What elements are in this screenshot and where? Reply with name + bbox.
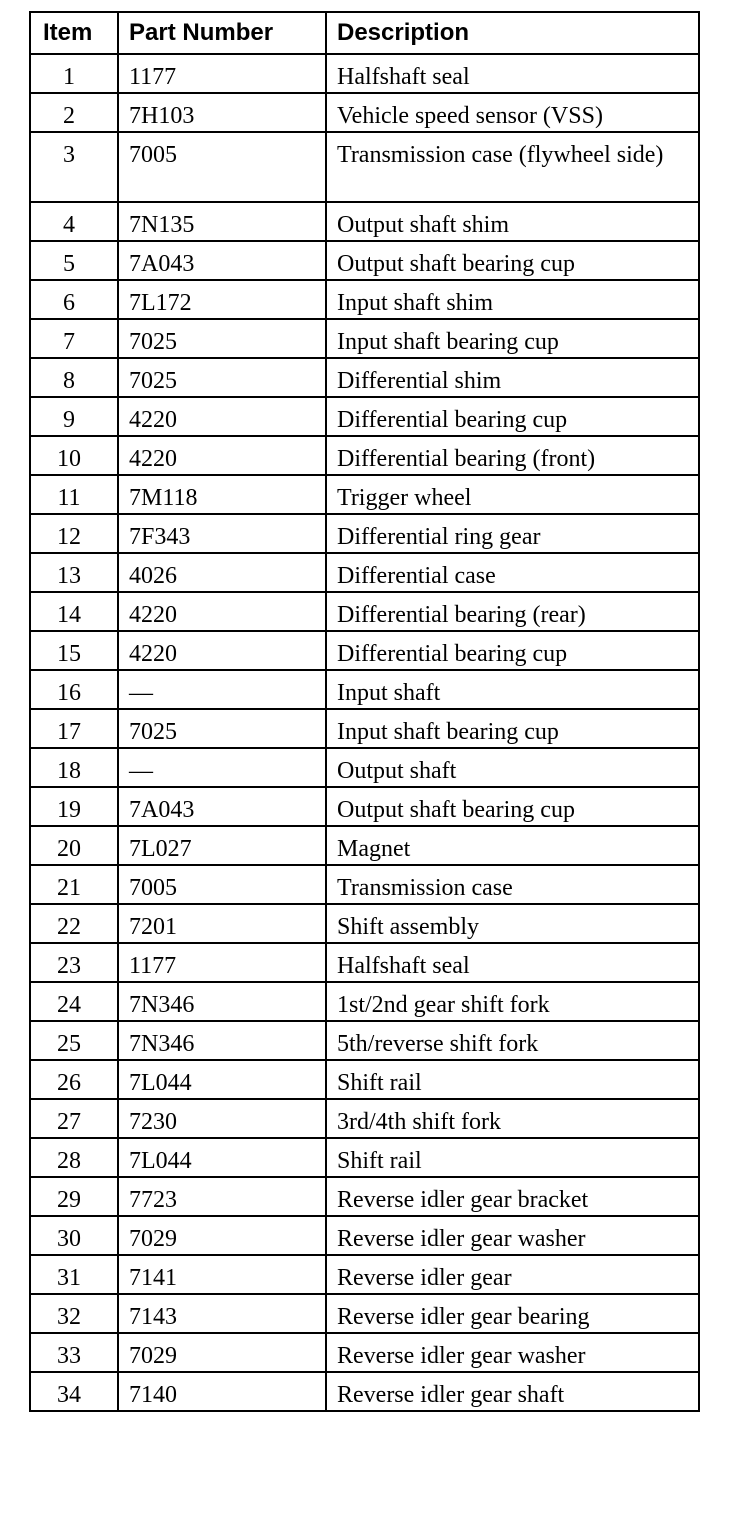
description-cell: Output shaft bearing cup <box>326 787 699 826</box>
item-cell: 5 <box>30 241 118 280</box>
table-row <box>30 1060 699 1099</box>
table-row <box>30 1021 699 1060</box>
item-cell: 28 <box>30 1138 118 1177</box>
table-row <box>30 397 699 436</box>
description-cell: Output shaft bearing cup <box>326 241 699 280</box>
table-row <box>30 241 699 280</box>
description-cell: Output shaft <box>326 748 699 787</box>
table-row <box>30 202 699 241</box>
description-cell: Input shaft <box>326 670 699 709</box>
description-cell: Reverse idler gear shaft <box>326 1372 699 1411</box>
item-cell: 7 <box>30 319 118 358</box>
table-row <box>30 1294 699 1333</box>
table-row <box>30 943 699 982</box>
item-cell: 27 <box>30 1099 118 1138</box>
description-cell: Transmission case (flywheel side) <box>326 132 699 202</box>
table-row <box>30 982 699 1021</box>
part-number-cell: 7M118 <box>118 475 326 514</box>
table-row <box>30 1177 699 1216</box>
table-row <box>30 1255 699 1294</box>
part-number-cell: 7005 <box>118 865 326 904</box>
table-row <box>30 865 699 904</box>
description-cell: Reverse idler gear washer <box>326 1333 699 1372</box>
part-number-cell: 4220 <box>118 592 326 631</box>
table-row <box>30 475 699 514</box>
table-row <box>30 93 699 132</box>
part-number-cell: 7A043 <box>118 241 326 280</box>
part-number-cell: 7230 <box>118 1099 326 1138</box>
item-cell: 16 <box>30 670 118 709</box>
item-cell: 13 <box>30 553 118 592</box>
part-number-cell: 7L044 <box>118 1138 326 1177</box>
item-cell: 32 <box>30 1294 118 1333</box>
header-item: Item <box>30 12 118 54</box>
table-row <box>30 1216 699 1255</box>
part-number-cell: 7143 <box>118 1294 326 1333</box>
description-cell: Differential bearing cup <box>326 631 699 670</box>
item-cell: 8 <box>30 358 118 397</box>
part-number-cell: 7F343 <box>118 514 326 553</box>
part-number-cell: 7H103 <box>118 93 326 132</box>
part-number-cell: 7025 <box>118 709 326 748</box>
item-cell: 14 <box>30 592 118 631</box>
table-row <box>30 631 699 670</box>
description-cell: Reverse idler gear washer <box>326 1216 699 1255</box>
header-part-number: Part Number <box>118 12 326 54</box>
part-number-cell: 7141 <box>118 1255 326 1294</box>
part-number-cell: 1177 <box>118 943 326 982</box>
part-number-cell: 7201 <box>118 904 326 943</box>
description-cell: Halfshaft seal <box>326 54 699 93</box>
part-number-cell: 7N135 <box>118 202 326 241</box>
description-cell: Differential bearing (rear) <box>326 592 699 631</box>
table-row <box>30 436 699 475</box>
item-cell: 23 <box>30 943 118 982</box>
description-cell: Trigger wheel <box>326 475 699 514</box>
part-number-cell: 4220 <box>118 631 326 670</box>
part-number-cell: 7025 <box>118 358 326 397</box>
item-cell: 6 <box>30 280 118 319</box>
table-row <box>30 1333 699 1372</box>
table-row <box>30 132 699 202</box>
part-number-cell: — <box>118 748 326 787</box>
description-cell: Reverse idler gear bracket <box>326 1177 699 1216</box>
item-cell: 17 <box>30 709 118 748</box>
item-cell: 34 <box>30 1372 118 1411</box>
part-number-cell: 7L172 <box>118 280 326 319</box>
table-row <box>30 1372 699 1411</box>
item-cell: 30 <box>30 1216 118 1255</box>
item-cell: 2 <box>30 93 118 132</box>
part-number-cell: 4220 <box>118 436 326 475</box>
description-cell: Halfshaft seal <box>326 943 699 982</box>
description-cell: Magnet <box>326 826 699 865</box>
table-row <box>30 709 699 748</box>
table-row <box>30 748 699 787</box>
item-cell: 22 <box>30 904 118 943</box>
description-cell: 5th/reverse shift fork <box>326 1021 699 1060</box>
item-cell: 10 <box>30 436 118 475</box>
item-cell: 21 <box>30 865 118 904</box>
table-row <box>30 592 699 631</box>
item-cell: 31 <box>30 1255 118 1294</box>
description-cell: Differential case <box>326 553 699 592</box>
item-cell: 20 <box>30 826 118 865</box>
table-row <box>30 319 699 358</box>
description-cell: Input shaft bearing cup <box>326 319 699 358</box>
table-body <box>30 54 699 1411</box>
description-cell: Shift rail <box>326 1060 699 1099</box>
table-row <box>30 787 699 826</box>
table-row <box>30 280 699 319</box>
parts-table <box>29 11 700 1412</box>
table-row <box>30 904 699 943</box>
part-number-cell: 7025 <box>118 319 326 358</box>
table-row <box>30 1138 699 1177</box>
item-cell: 11 <box>30 475 118 514</box>
item-cell: 4 <box>30 202 118 241</box>
item-cell: 33 <box>30 1333 118 1372</box>
part-number-cell: 7N346 <box>118 982 326 1021</box>
description-cell: Reverse idler gear bearing <box>326 1294 699 1333</box>
item-cell: 19 <box>30 787 118 826</box>
description-cell: Transmission case <box>326 865 699 904</box>
item-cell: 1 <box>30 54 118 93</box>
description-cell: Reverse idler gear <box>326 1255 699 1294</box>
item-cell: 9 <box>30 397 118 436</box>
description-cell: Differential ring gear <box>326 514 699 553</box>
description-cell: Input shaft bearing cup <box>326 709 699 748</box>
item-cell: 29 <box>30 1177 118 1216</box>
item-cell: 3 <box>30 132 118 202</box>
description-cell: Input shaft shim <box>326 280 699 319</box>
item-cell: 25 <box>30 1021 118 1060</box>
part-number-cell: 7L027 <box>118 826 326 865</box>
part-number-cell: 7005 <box>118 132 326 202</box>
table-row <box>30 670 699 709</box>
part-number-cell: 4026 <box>118 553 326 592</box>
item-cell: 12 <box>30 514 118 553</box>
description-cell: Vehicle speed sensor (VSS) <box>326 93 699 132</box>
table-row <box>30 514 699 553</box>
description-cell: Differential shim <box>326 358 699 397</box>
description-cell: Differential bearing (front) <box>326 436 699 475</box>
part-number-cell: 1177 <box>118 54 326 93</box>
part-number-cell: 4220 <box>118 397 326 436</box>
description-cell: Shift rail <box>326 1138 699 1177</box>
part-number-cell: 7140 <box>118 1372 326 1411</box>
part-number-cell: 7029 <box>118 1333 326 1372</box>
description-cell: Differential bearing cup <box>326 397 699 436</box>
part-number-cell: — <box>118 670 326 709</box>
part-number-cell: 7029 <box>118 1216 326 1255</box>
part-number-cell: 7N346 <box>118 1021 326 1060</box>
table-row <box>30 553 699 592</box>
part-number-cell: 7A043 <box>118 787 326 826</box>
part-number-cell: 7L044 <box>118 1060 326 1099</box>
part-number-cell: 7723 <box>118 1177 326 1216</box>
description-cell: Output shaft shim <box>326 202 699 241</box>
item-cell: 15 <box>30 631 118 670</box>
description-cell: 3rd/4th shift fork <box>326 1099 699 1138</box>
description-cell: Shift assembly <box>326 904 699 943</box>
header-row <box>30 12 699 54</box>
table-row <box>30 358 699 397</box>
item-cell: 18 <box>30 748 118 787</box>
item-cell: 26 <box>30 1060 118 1099</box>
table-row <box>30 826 699 865</box>
header-description: Description <box>326 12 699 54</box>
table-row <box>30 1099 699 1138</box>
item-cell: 24 <box>30 982 118 1021</box>
table-row <box>30 54 699 93</box>
description-cell: 1st/2nd gear shift fork <box>326 982 699 1021</box>
